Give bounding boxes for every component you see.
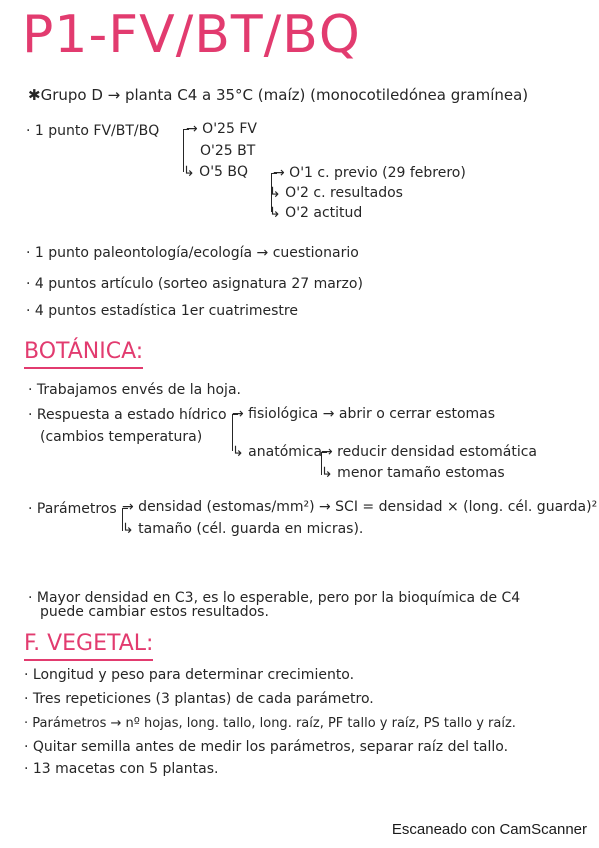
botanica-heading xyxy=(24,338,143,369)
item-estadistica: · 4 puntos estadística 1er cuatrimestre xyxy=(26,303,298,319)
bq-previo: → O'1 c. previo (29 febrero) xyxy=(273,165,466,181)
grade-fv: → O'25 FV xyxy=(186,121,257,137)
botanica-tamano: ↳ tamaño (cél. guarda en micras). xyxy=(122,521,364,537)
grade-bt: O'25 BT xyxy=(200,143,256,159)
grade-bq: ↳ O'5 BQ xyxy=(183,164,249,180)
botanica-heading-text: BOTÁNICA: xyxy=(24,339,144,364)
fvegetal-heading-text: F. VEGETAL: xyxy=(24,631,154,656)
fvegetal-item-macetas: · 13 macetas con 5 plantas. xyxy=(24,761,219,777)
botanica-cambios: (cambios temperatura) xyxy=(40,429,203,445)
scanner-watermark: Escaneado con CamScanner xyxy=(391,821,587,838)
botanica-mayor-densidad: · Mayor densidad en C3, es lo esperable, pero por la bioquímica de C4 xyxy=(28,590,521,606)
botanica-reducir: → reducir densidad estomática xyxy=(321,444,537,460)
fvegetal-item-semilla: · Quitar semilla antes de medir los parámetros, separar raíz del tallo. xyxy=(24,739,509,755)
botanica-envés: · Trabajamos envés de la hoja. xyxy=(28,382,241,398)
bq-resultados: ↳ O'2 c. resultados xyxy=(269,185,403,201)
botanica-menor: ↳ menor tamaño estomas xyxy=(321,465,505,481)
item-paleo: · 1 punto paleontología/ecología → cuestionario xyxy=(26,245,359,261)
fvegetal-item-longitud: · Longitud y peso para determinar crecimiento. xyxy=(24,667,355,683)
fvegetal-heading xyxy=(24,630,153,661)
fvegetal-underline xyxy=(24,659,153,661)
fvegetal-item-parametros: · Parámetros → nº hojas, long. tallo, long. raíz, PF tallo y raíz, PS tallo y raíz. xyxy=(24,716,516,731)
botanica-puede-cambiar: puede cambiar estos resultados. xyxy=(40,604,269,620)
item-articulo: · 4 puntos artículo (sorteo asignatura 27 marzo) xyxy=(26,276,363,292)
item-fv-bt-bq: · 1 punto FV/BT/BQ xyxy=(26,123,160,139)
botanica-densidad: → densidad (estomas/mm²) → SCI = densidad × (long. cél. guarda)² xyxy=(122,499,598,515)
fvegetal-item-repeticiones: · Tres repeticiones (3 plantas) de cada parámetro. xyxy=(24,691,374,707)
botanica-fisiologica: → fisiológica → abrir o cerrar estomas xyxy=(232,406,496,422)
botanica-parametros: · Parámetros xyxy=(28,501,117,517)
group-line: ✱Grupo D → planta C4 a 35°C (maíz) (monocotiledónea gramínea) xyxy=(28,86,529,104)
botanica-anatomica: ↳ anatómica xyxy=(232,444,323,460)
bq-actitud: ↳ O'2 actitud xyxy=(269,205,363,221)
botanica-underline xyxy=(24,367,143,369)
botanica-respuesta: · Respuesta a estado hídrico xyxy=(28,407,227,423)
page-title: P1-FV/BT/BQ xyxy=(22,5,361,65)
